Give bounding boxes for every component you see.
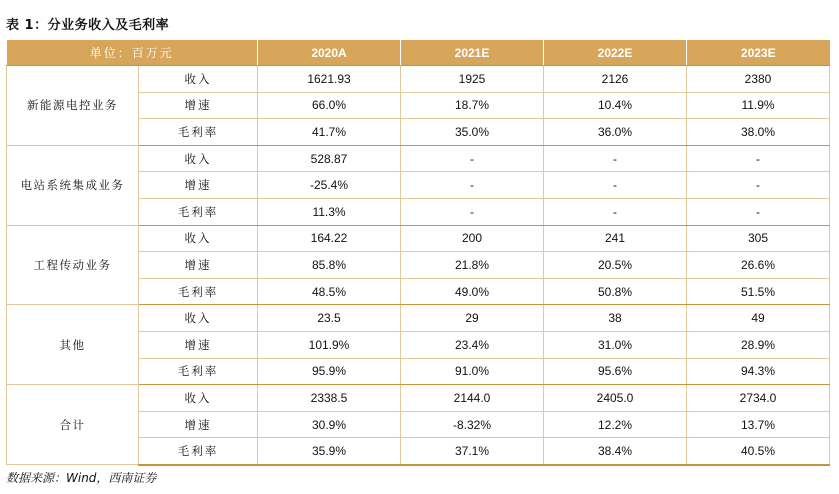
metric-label: 收入: [139, 145, 258, 172]
table-cell: -: [401, 172, 544, 199]
table-cell: 38.0%: [687, 119, 830, 146]
table-cell: 94.3%: [687, 358, 830, 385]
table-cell: 29: [401, 305, 544, 332]
table-cell: 66.0%: [258, 92, 401, 119]
table-row: [7, 145, 830, 172]
table-cell: -8.32%: [401, 411, 544, 438]
table-cell: 23.4%: [401, 331, 544, 358]
table-cell: 2734.0: [687, 385, 830, 412]
table-cell: 35.0%: [401, 119, 544, 146]
table-cell: 18.7%: [401, 92, 544, 119]
table-cell: 21.8%: [401, 252, 544, 279]
table-cell: 528.87: [258, 145, 401, 172]
table-cell: 1621.93: [258, 66, 401, 93]
table-cell: -: [687, 198, 830, 225]
table-cell: 95.6%: [544, 358, 687, 385]
year-header: 2020A: [258, 40, 401, 66]
table-cell: -: [401, 145, 544, 172]
table-cell: 2380: [687, 66, 830, 93]
year-header: 2021E: [401, 40, 544, 66]
table-cell: 48.5%: [258, 278, 401, 305]
table-cell: 2126: [544, 66, 687, 93]
metric-label: 毛利率: [139, 198, 258, 225]
table-cell: 26.6%: [687, 252, 830, 279]
table-cell: 49.0%: [401, 278, 544, 305]
table-cell: 23.5: [258, 305, 401, 332]
table-cell: -: [687, 172, 830, 199]
table-cell: 85.8%: [258, 252, 401, 279]
unit-header: 单位：百万元: [7, 40, 258, 66]
header-row: [7, 40, 830, 66]
table-cell: -: [687, 145, 830, 172]
year-header: 2023E: [687, 40, 830, 66]
segment-name: 电站系统集成业务: [7, 145, 139, 225]
year-header: 2022E: [544, 40, 687, 66]
metric-label: 毛利率: [139, 358, 258, 385]
table-cell: 11.9%: [687, 92, 830, 119]
table-cell: 40.5%: [687, 438, 830, 465]
table-cell: 50.8%: [544, 278, 687, 305]
metric-label: 增速: [139, 172, 258, 199]
table-row: [7, 385, 830, 412]
metric-label: 增速: [139, 92, 258, 119]
table-cell: 35.9%: [258, 438, 401, 465]
table-cell: -: [544, 198, 687, 225]
metric-label: 毛利率: [139, 119, 258, 146]
segment-name: 其他: [7, 305, 139, 385]
table-cell: 11.3%: [258, 198, 401, 225]
table-row: [7, 225, 830, 252]
table-cell: 101.9%: [258, 331, 401, 358]
metric-label: 增速: [139, 252, 258, 279]
table-cell: 28.9%: [687, 331, 830, 358]
table-cell: 305: [687, 225, 830, 252]
segment-name: 合计: [7, 385, 139, 465]
table-cell: 51.5%: [687, 278, 830, 305]
metric-label: 增速: [139, 411, 258, 438]
metric-label: 毛利率: [139, 438, 258, 465]
table-cell: 2338.5: [258, 385, 401, 412]
business-segment-table: [6, 40, 830, 466]
table-cell: -: [544, 172, 687, 199]
segment-name: 工程传动业务: [7, 225, 139, 305]
table-cell: 91.0%: [401, 358, 544, 385]
table-cell: 49: [687, 305, 830, 332]
table-cell: 2144.0: [401, 385, 544, 412]
table-cell: 38: [544, 305, 687, 332]
table-cell: 95.9%: [258, 358, 401, 385]
table-row: [7, 66, 830, 93]
table-cell: 12.2%: [544, 411, 687, 438]
metric-label: 增速: [139, 331, 258, 358]
metric-label: 收入: [139, 385, 258, 412]
table-cell: 38.4%: [544, 438, 687, 465]
metric-label: 毛利率: [139, 278, 258, 305]
table-row: [7, 305, 830, 332]
table-cell: 36.0%: [544, 119, 687, 146]
table-cell: -: [401, 198, 544, 225]
metric-label: 收入: [139, 305, 258, 332]
table-cell: 1925: [401, 66, 544, 93]
table-cell: 10.4%: [544, 92, 687, 119]
table-cell: 200: [401, 225, 544, 252]
table-cell: 37.1%: [401, 438, 544, 465]
table-cell: 2405.0: [544, 385, 687, 412]
table-cell: 13.7%: [687, 411, 830, 438]
table-cell: 241: [544, 225, 687, 252]
table-cell: 31.0%: [544, 331, 687, 358]
table-cell: 30.9%: [258, 411, 401, 438]
segment-name: 新能源电控业务: [7, 66, 139, 146]
metric-label: 收入: [139, 225, 258, 252]
metric-label: 收入: [139, 66, 258, 93]
table-cell: 164.22: [258, 225, 401, 252]
source-note: 数据来源：Wind，西南证券: [6, 471, 157, 485]
table-cell: 41.7%: [258, 119, 401, 146]
table-cell: -: [544, 145, 687, 172]
table-cell: -25.4%: [258, 172, 401, 199]
table-cell: 20.5%: [544, 252, 687, 279]
table-title: 表 1：分业务收入及毛利率: [6, 18, 170, 33]
